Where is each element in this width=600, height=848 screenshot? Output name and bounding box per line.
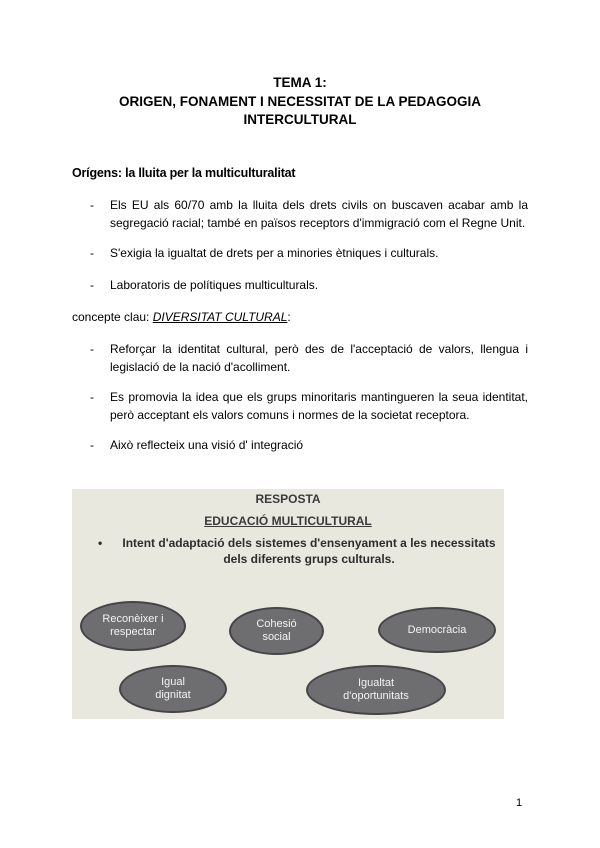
list-item-text: Es promovia la idea que els grups minoritaris mantingueren la seua identitat, però acceptant els valors comuns i normes de la societat receptora. [110, 390, 528, 422]
page-number: 1 [516, 797, 523, 809]
list-dash: - [90, 342, 94, 356]
figure-bullet-text: Intent d'adaptació dels sistemes d'ensenyament a les necessitats dels diferents grups culturals. [122, 536, 496, 566]
bullet-dot-icon: • [98, 536, 103, 550]
oval-cohesio: Cohesió social [229, 607, 324, 655]
oval-democracia: Democràcia [378, 607, 496, 653]
list-item [90, 340, 528, 376]
list-item-text: Els EU als 60/70 amb la lluita dels drets civils on buscaven acabar amb la segregació racial; també en països receptors d'immigració com el Regne Unit. [110, 198, 528, 230]
list-item-text: Laboratoris de polítiques multiculturals. [110, 278, 319, 292]
list-dash: - [90, 278, 94, 292]
figure-subtitle: EDUCACIÓ MULTICULTURAL [204, 514, 372, 528]
list-dash: - [90, 198, 94, 212]
oval-igual-dignitat: Igual dignitat [119, 665, 227, 713]
document-title-line-3: INTERCULTURAL [243, 112, 357, 127]
list-item [90, 244, 528, 262]
list-item [90, 276, 528, 294]
list-dash: - [90, 390, 94, 404]
list-dash: - [90, 246, 94, 260]
oval-reconeixer: Reconèixer i respectar [80, 601, 186, 651]
list-item [90, 436, 528, 454]
key-concept-line [72, 310, 291, 324]
list-item-text: S'exigia la igualtat de drets per a minories ètniques i culturals. [110, 246, 439, 260]
list-item [90, 388, 528, 424]
list-item [90, 196, 528, 232]
figure-title: RESPOSTA [255, 492, 321, 506]
key-concept-prefix: concepte clau: [72, 310, 153, 324]
figure-bullet [98, 535, 498, 567]
figure-slide [72, 489, 504, 719]
document-title-line-2: ORIGEN, FONAMENT I NECESSITAT DE LA PEDAGOGIA [118, 94, 481, 109]
document-title-line-1: TEMA 1: [273, 75, 327, 90]
list-item-text: Això reflecteix una visió d' integració [110, 438, 304, 452]
list-item-text: Reforçar la identitat cultural, però des de l'acceptació de valors, llengua i legislació de la nació d'acolliment. [110, 342, 528, 374]
list-dash: - [90, 438, 94, 452]
key-concept-suffix: : [287, 310, 291, 324]
section-heading: Orígens: la lluita per la multiculturalitat [72, 166, 296, 180]
key-concept-term: DIVERSITAT CULTURAL [152, 310, 288, 324]
oval-igualtat-oportunitats: Igualtat d'oportunitats [306, 665, 446, 715]
